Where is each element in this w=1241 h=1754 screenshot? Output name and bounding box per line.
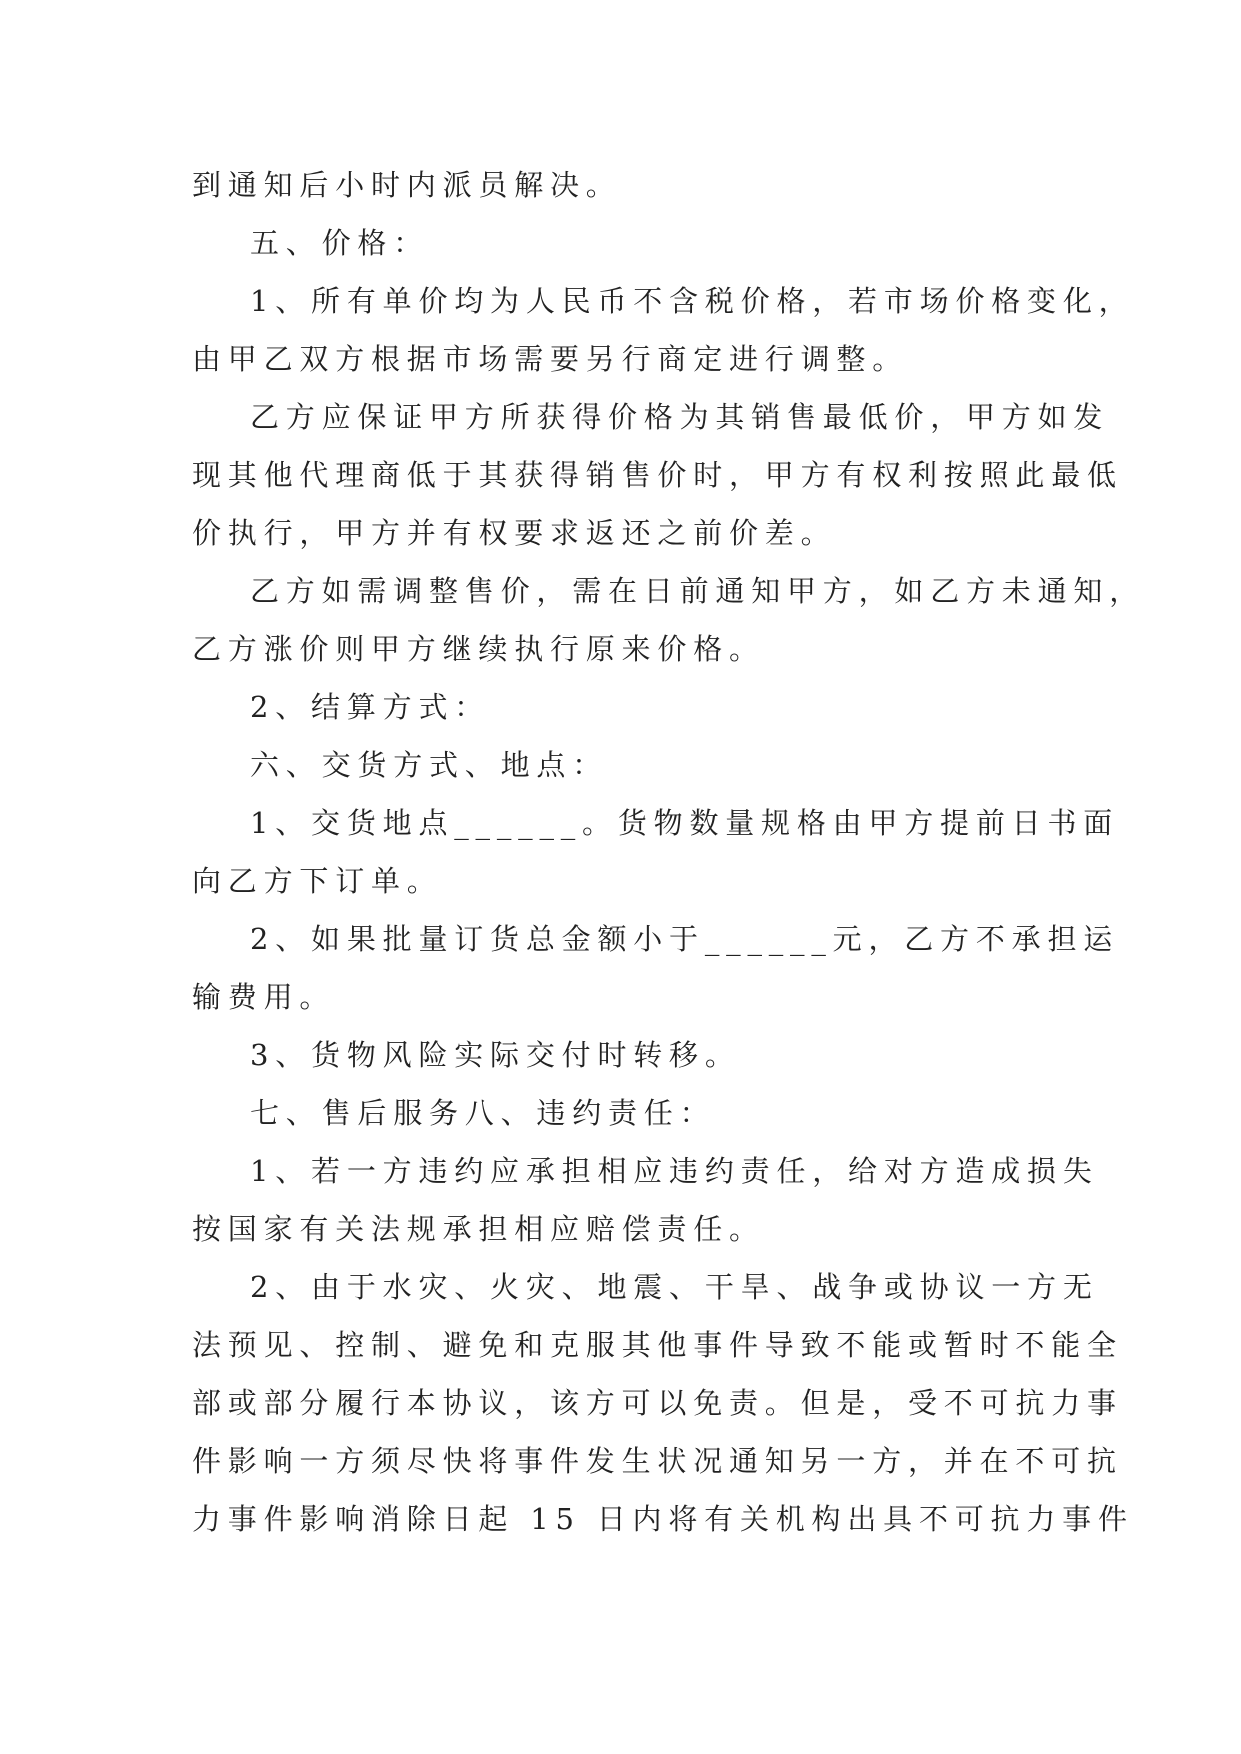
section-heading-price: 五、价格： bbox=[250, 226, 430, 260]
text-line: 1、所有单价均为人民币不含税价格，若市场价格变化， bbox=[250, 284, 1135, 318]
text-line: 乙方应保证甲方所获得价格为其销售最低价，甲方如发 bbox=[250, 400, 1110, 434]
text-line: 2、如果批量订货总金额小于______元，乙方不承担运 bbox=[250, 922, 1120, 956]
text-line: 输费用。 bbox=[192, 980, 336, 1014]
text-line: 现其他代理商低于其获得销售价时，甲方有权利按照此最低 bbox=[192, 458, 1123, 492]
text-line: 力事件影响消除日起 15 日内将有关机构出具不可抗力事件 bbox=[192, 1502, 1134, 1536]
text-line: 乙方如需调整售价，需在日前通知甲方，如乙方未通知， bbox=[250, 574, 1146, 608]
text-line: 2、结算方式： bbox=[250, 690, 491, 724]
document-body bbox=[192, 156, 1146, 1548]
text-line: 由甲乙双方根据市场需要另行商定进行调整。 bbox=[192, 342, 909, 376]
text-line: 1、交货地点______。货物数量规格由甲方提前日书面 bbox=[250, 806, 1120, 840]
text-line: 3、货物风险实际交付时转移。 bbox=[250, 1038, 741, 1072]
text-line: 按国家有关法规承担相应赔偿责任。 bbox=[192, 1212, 765, 1246]
text-line: 件影响一方须尽快将事件发生状况通知另一方，并在不可抗 bbox=[192, 1444, 1123, 1478]
text-line: 到通知后小时内派员解决。 bbox=[192, 168, 622, 202]
text-line: 1、若一方违约应承担相应违约责任，给对方造成损失 bbox=[250, 1154, 1099, 1188]
text-line: 2、由于水灾、火灾、地震、干旱、战争或协议一方无 bbox=[250, 1270, 1099, 1304]
text-line: 向乙方下订单。 bbox=[192, 864, 443, 898]
text-line: 乙方涨价则甲方继续执行原来价格。 bbox=[192, 632, 765, 666]
text-line: 价执行，甲方并有权要求返还之前价差。 bbox=[192, 516, 837, 550]
text-line: 法预见、控制、避免和克服其他事件导致不能或暂时不能全 bbox=[192, 1328, 1123, 1362]
section-heading-delivery: 六、交货方式、地点： bbox=[250, 748, 609, 782]
text-line: 部或部分履行本协议，该方可以免责。但是，受不可抗力事 bbox=[192, 1386, 1123, 1420]
section-heading-service-liability: 七、售后服务八、违约责任： bbox=[250, 1096, 716, 1130]
